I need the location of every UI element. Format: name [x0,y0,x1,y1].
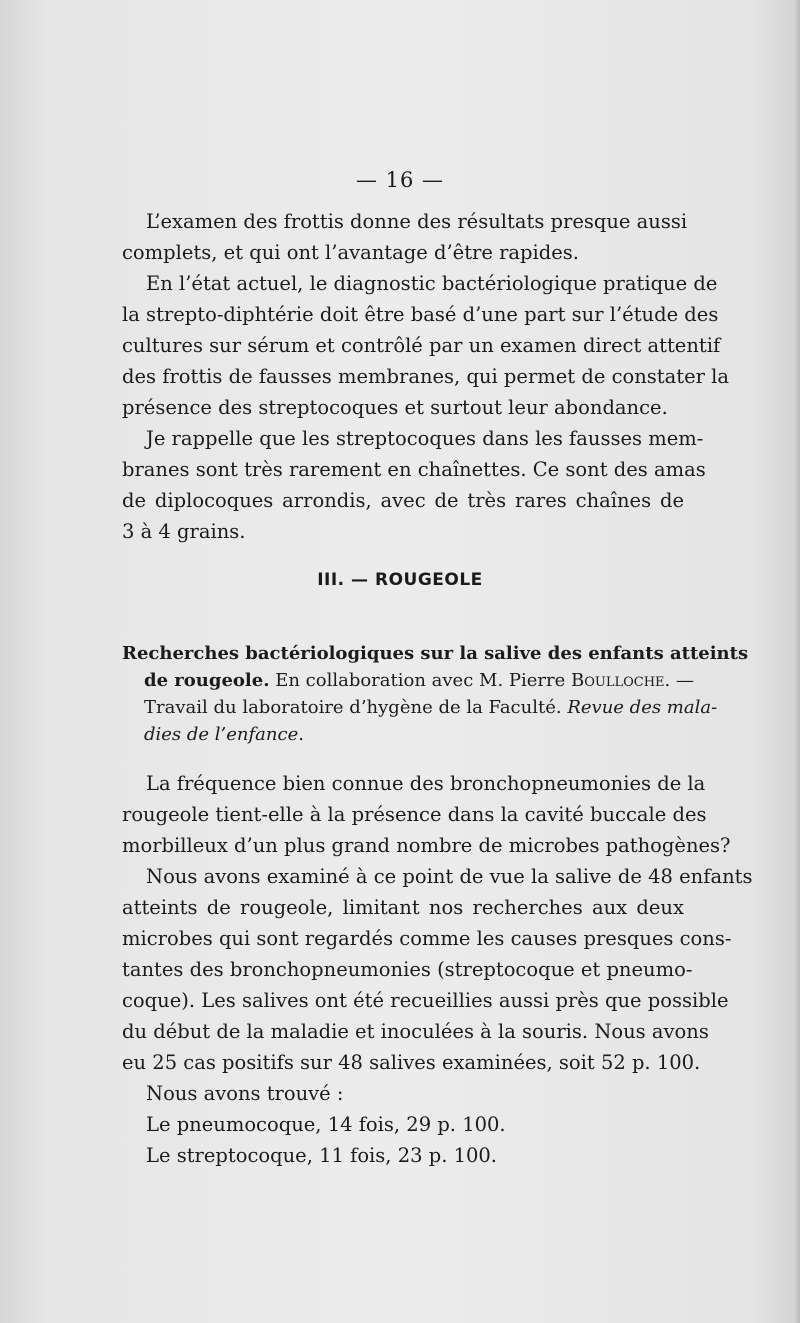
paragraph-measles-saliva [122,768,753,1171]
text-line: coque). Les salives ont été recueillies aussi près que possible [122,989,729,1012]
text-line: branes sont très rarement en chaînettes. Ce sont des amas [122,458,706,481]
text-line: microbes qui sont regardés comme les causes presques cons- [122,927,732,950]
page-number: — 16 — [355,168,445,192]
text-line: rougeole tient-elle à la présence dans la cavité buccale des [122,803,707,826]
reference-author: Boulloche [571,670,665,691]
text-line: Nous avons examiné à ce point de vue la salive de 48 enfants [146,865,753,888]
text-line: Le streptocoque, 11 fois, 23 p. 100. [146,1144,498,1167]
reference-period: . [298,724,304,745]
reference-collab: En collaboration avec M. Pierre [269,670,571,691]
text-line: du début de la maladie et inoculées à la souris. Nous avons [122,1020,709,1043]
reference-line [122,667,694,694]
section-title: III. — ROUGEOLE [317,570,483,590]
reference-line [122,694,718,721]
text-line: cultures sur sérum et contrôlé par un examen direct attentif [122,334,721,357]
text-line: Le pneumocoque, 14 fois, 29 p. 100. [146,1113,506,1136]
bibliographic-reference [122,640,749,748]
text-line: L’examen des frottis donne des résultats presque aussi [146,210,688,233]
reference-journal-end: dies de l’enfance [144,724,299,745]
paragraph-streptodiphtheria [122,206,730,547]
reference-title-line: Recherches bactériologiques sur la salive des enfants atteints [122,643,749,664]
text-line: Je rappelle que les streptocoques dans les fausses mem- [146,427,704,450]
text-line: atteints de rougeole, limitant nos recherches aux deux [122,896,684,919]
text-line: de diplocoques arrondis, avec de très rares chaînes de [122,489,684,512]
text-line: eu 25 cas positifs sur 48 salives examinées, soit 52 p. 100. [122,1051,701,1074]
text-line: tantes des bronchopneumonies (streptocoque et pneumo- [122,958,693,981]
reference-work: Travail du laboratoire d’hygène de la Faculté. [144,697,568,718]
text-line: présence des streptocoques et surtout leur abondance. [122,396,668,419]
text-line: complets, et qui ont l’avantage d’être rapides. [122,241,579,264]
reference-journal: Revue des mala- [567,697,718,718]
text-line: 3 à 4 grains. [122,520,246,543]
page-edge-shadow [794,0,800,1323]
text-line: Nous avons trouvé : [146,1082,344,1105]
text-line: En l’état actuel, le diagnostic bactériologique pratique de [146,272,718,295]
text-line: des frottis de fausses membranes, qui permet de constater la [122,365,730,388]
reference-title-end: de rougeole. [144,670,270,691]
reference-collab-end: . — [664,670,694,691]
text-line: morbilleux d’un plus grand nombre de microbes pathogènes? [122,834,731,857]
reference-line [122,721,684,748]
text-line: la strepto-diphtérie doit être basé d’une part sur l’étude des [122,303,719,326]
text-line: La fréquence bien connue des bronchopneumonies de la [146,772,706,795]
